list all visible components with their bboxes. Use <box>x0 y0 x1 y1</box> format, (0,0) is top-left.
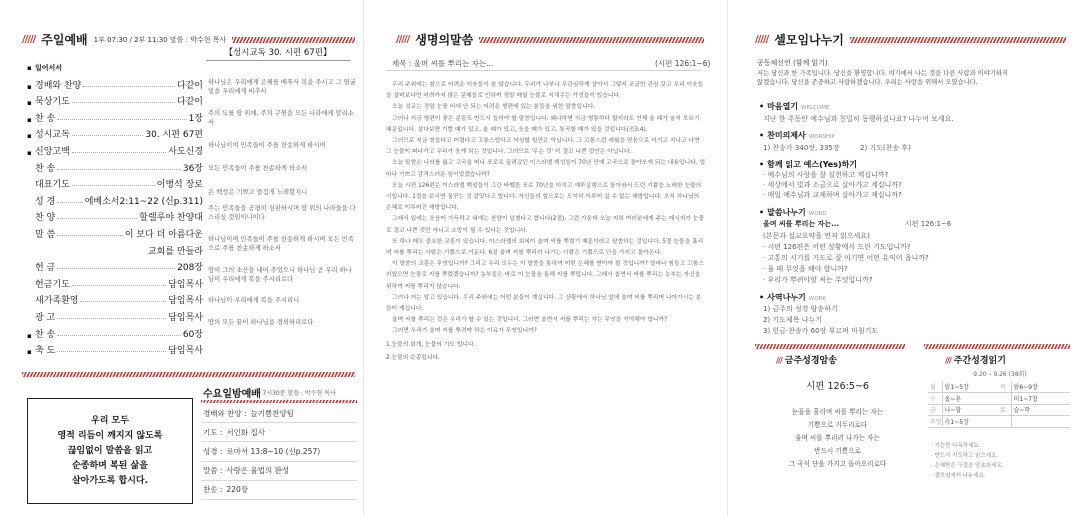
worship-order-item: 말 씀 이 보다 더 아름다운 <box>35 229 203 240</box>
table-row: 주일 슥1~5장 <box>928 416 1070 428</box>
list-item: 기도 : 서인화 집사 <box>201 423 357 442</box>
weekly-bible-title: /// 주간성경읽기 <box>945 356 1006 366</box>
sermon-point: 2.눈물의 순종입니다. <box>386 354 441 361</box>
motto-line: 우리 모두 <box>91 415 129 426</box>
slash-mark-icon: ///// <box>396 34 410 45</box>
reading-guidelines <box>931 441 1004 481</box>
divider <box>206 60 350 61</box>
worship-order-item: 성 경 에베소서2:11~22 (신p.311) <box>35 196 203 207</box>
hatch-rule <box>479 37 704 43</box>
worship-item: 1) 찬송가 340장, 335장 <box>763 144 840 152</box>
guideline: · 은혜받은 구절을 암송하세요. <box>931 463 1004 469</box>
hatch-rule <box>924 344 1070 349</box>
worship-order-item: 교회를 만들라 <box>147 246 203 257</box>
cell-header <box>755 31 1066 48</box>
memory-text <box>755 406 920 471</box>
list-item: 경배와 찬양 : 늘기쁨찬양팀 <box>201 404 357 423</box>
slash-mark-icon: ///// <box>755 34 769 45</box>
worship-item: 2) 기도(찬송 후) <box>860 144 911 152</box>
table-row: 월 암1~5장 목 암6~9장 <box>928 381 1070 393</box>
sunday-title: 주일예배 <box>41 33 88 47</box>
worship-order-item: 찬 양 할렐루야 찬양대 <box>35 213 203 224</box>
divider <box>386 70 701 71</box>
sermon-point: 1.눈물의 회개, 눈물의 기도 입니다. <box>386 341 476 348</box>
section-word: • 말씀나누기 WORD <box>759 208 827 217</box>
motto-line: 살아가도록 합시다. <box>71 475 149 486</box>
fold-line <box>363 0 364 516</box>
worship-order-list <box>27 62 203 356</box>
table-row: 금 나~합 토 습~학 <box>928 404 1070 416</box>
hatch-rule <box>232 37 355 43</box>
worship-order-item: 대표기도 이병석 장로 <box>35 180 203 191</box>
motto-line: 순종하며 복된 삶을 <box>72 460 148 471</box>
sermon-paragraph: 우리 주위에는 참으로 어려운 이웃들이 참 많습니다. 우리가 나부나 무관심하게 살아서 그렇지 조금만 관심 갖고 우리 이웃들을 살펴보다면 어려가지 많은 문제들로 인하여 정말 매일 눈물로 지새우는 가정들이 있습니다. <box>386 82 704 100</box>
scripture-header <box>206 46 350 58</box>
bible-reading-table <box>928 381 1070 428</box>
sermon-paragraph: 그러나 저는 알고 있습니다. 우리 주위에는 어떤 분들이 계십니다. 그 상황에서 하나님 앞에 울며 씨를 뿌리며 나아가시는 분들이 계십니다. <box>386 294 702 313</box>
reading-verse: 땅의 모든 끝이 하나님을 경외하리로다 <box>208 319 314 326</box>
motto-line: 영적 리듬이 깨지지 않도록 <box>57 430 163 441</box>
sermon-subject: 제목 : 울며 씨를 뿌리는 자는... <box>392 59 494 68</box>
worship-order-item: 헌금기도 담임목사 <box>35 279 203 290</box>
sermon-paragraph: 오늘 설교는 정말 눈물 비에 안 되는 어려운 형편에 있는 분들을 위한 말씀입니다. <box>392 104 596 111</box>
sermon-paragraph: 그러면 우리가 울며 씨를 뿌려야 하는 이유가 무엇입니까? <box>392 328 537 335</box>
memory-line: 눈물을 흘리며 씨를 뿌리는 자는 <box>791 408 884 416</box>
sermon-header <box>396 31 704 48</box>
motto-box <box>27 398 193 504</box>
worship-order-item: 새가족환영 담임목사 <box>35 296 203 307</box>
worship-order-item: ▪ 신앙고백 사도신경 <box>27 146 203 157</box>
yes-item: · 세상에서 빛과 소금으로 살아가고 계십니까? <box>763 181 902 189</box>
yes-item: · 매일 예수님과 교제하며 살아가고 계십니까? <box>763 191 902 199</box>
declaration-text: 않겠습니다. 당신을 존중하고 사랑하겠습니다. 우리는 사랑을 위해서 모였습니다. <box>757 79 978 86</box>
work-item: 2) 기도제목 나누기 <box>763 316 822 324</box>
hatch-rule <box>755 344 905 349</box>
hatch-rule <box>850 37 1066 43</box>
section-welcome: • 마음열기 WELCOME <box>759 102 830 111</box>
sermon-paragraph: 오늘 말씀은 나라를 잃고 고국을 떠나 포로로 끌려갔던 이스라엘 백성들이 70년 만에 고국으로 돌아오게 되는 내용입니다. 얼마나 기쁘고 감격스러운 일이었겠습니까? <box>386 160 706 178</box>
sermon-paragraph: 그러나 지금 형편이 좋은 분들도 반드시 들어야 할 말씀입니다. 왜냐하면 지금 형통하다 할지라도 언제 울 때가 올지 모르기 때문입니다. 살다보면 기쁠 때가 있고, 울 때가 있고, 웃을 때가 있고, 통곡할 때가 있을 것입니다(전3:4). <box>386 115 700 133</box>
sermon-paragraph: 그래서 입에는 웃음이 가득하고 혀에는 찬양이 넘쳤다고 합니다(2절). 그런 가운데 오늘 저희 여러분에게 주는 메시지가 눈물로 결코 나쁜 것만 아니고 소망이 될 수 있다는 것입니다. <box>386 216 705 234</box>
memory-line: 반드시 기쁨으로 <box>814 447 861 455</box>
sermon-body <box>386 80 706 364</box>
section-yes: • 함께 읽고 예스(Yes)하기 <box>759 160 858 169</box>
sermon-paragraph: 이 말씀의 교훈은 무엇입니까? 그리고 우리 모두는 이 말씀을 통하여 어떤 은혜를 받아야 할 것입니까? 얼마나 힘들고 고통스러웠으면 눈물로 씨를 뿌렸겠습니까? 농부들은 바로 이 눈물을 통해 씨를 뿌립니다. 그래서 울면서 씨를 뿌리는 농부는 자신을 위하여 씨를 뿌리지 않습니다. <box>386 261 704 290</box>
reading-verse: 하나님이 우리에게 복을 주시리니 <box>208 297 300 304</box>
sermon-reference: (시편 126:1~6) <box>655 59 711 68</box>
reading-verse: 주의 도를 땅 위에, 주의 구원을 모든 나라에게 알리소서 <box>208 110 354 126</box>
reading-verse: 하나님은 우리에게 은혜를 베푸사 복을 주시고 그 얼굴 빛을 우리에게 비추사 <box>208 79 356 95</box>
guideline: · 반드시 기도하고 읽으세요. <box>931 453 999 459</box>
guideline: · 기능한 다독하세요. <box>931 443 981 449</box>
word-item: · 시편 126편은 어떤 상황에서 드린 기도입니까? <box>763 243 911 251</box>
memory-title: /// 금주성경암송 <box>776 356 837 366</box>
wednesday-title: 수요일밤예배 <box>203 389 261 400</box>
worship-order-item: 헌 금 208장 <box>35 263 203 274</box>
sermon-paragraph: 또 하나 매우 중요한 교훈이 있습니다. 이스라엘의 회복이 울며 씨를 뿌렸기 때문이라고 말씀하는 것입니다. 5절 눈물을 흘리며 씨를 뿌리는 사람은 기쁨으로 거둔다. 6절 울며 씨를 뿌리러 나가는 사람은 기쁨으로 단을 가지고 돌아온다. <box>386 238 704 257</box>
memory-line: 기쁨으로 거두리로다 <box>807 421 868 429</box>
worship-order-item: ▪ 성시교독 30. 시편 67편 <box>27 130 203 141</box>
work-item: 1) 금주의 성경 암송하기 <box>763 305 838 313</box>
wednesday-order-list <box>201 404 357 500</box>
slash-mark-icon: ///// <box>22 34 36 45</box>
reading-verse: 주는 민족들을 공평히 심판하시며 땅 위의 나라들을 다스리실 것임이니이다 <box>208 205 356 221</box>
reading-verse: 하나님이여 민족들이 주를 찬송하게 하시며 모든 민족으로 주를 찬송하게 하소서 <box>208 236 354 252</box>
motto-line: 끊임없이 말씀을 읽고 <box>67 445 153 456</box>
sunday-schedule: 1부 07:30 / 2부 11:30 말씀 : 박수현 목사 <box>93 35 227 44</box>
wednesday-meta: 오후 7시30분 말씀 : 박수현 목사 <box>249 390 336 397</box>
reading-verse: 땅이 그의 소산을 내어 주었으니 하나님 곧 우리 하나님이 우리에게 복을 주시리로다 <box>208 267 352 283</box>
memory-verse: 시편 126:5~6 <box>806 381 869 392</box>
list-item: 말씀 : 사랑은 율법의 완성 <box>201 462 357 481</box>
declaration-title: 공동체선언 (함께 읽기) <box>757 59 828 67</box>
worship-order-item: ▪ 찬 송 1장 <box>27 113 203 124</box>
cell-title: 셀모임나누기 <box>774 33 844 47</box>
weekly-range: 9.20 – 9.26 (38회) <box>973 371 1027 378</box>
hatch-rule <box>22 372 355 377</box>
declaration-text: 저는 당신과 한 가족입니다. 당신을 환영합니다. 여기에서 나는 것을 다른 사람과 이야기하지 <box>757 70 1009 77</box>
section-worship: • 찬미의제사 WORSHIP <box>759 131 835 140</box>
word-intro: (본문과 설교요약을 먼저 읽으세요) <box>763 232 870 240</box>
table-row: 수 옵~욘 미1~7장 <box>928 393 1070 405</box>
list-item: 성경 : 로마서 13:8~10 (신p.257) <box>201 442 357 461</box>
worship-order-item: ▪ 축 도 담임목사 <box>27 346 203 357</box>
worship-order-item: ▪ 경배와 찬양 다같이 <box>27 80 203 91</box>
sermon-paragraph: 오늘 시편 126편은 이스라엘 백성들이 그간 바벨론 포로 70년을 마치고 예루살렘으로 돌아와서 드린 기쁨을 노래한 눈물의 시입니다. 1절을 보시면 꿈꾸는 것 같았다고 합니다. 자신들의 힘으로는 도저히 이루어 질 수 없는 해방입니다. 오직 하나님의 은혜로 이루어진 해방입니다. <box>386 182 702 212</box>
worship-stand-label: ▪ 일어서서 <box>27 64 63 72</box>
word-item: · 울 때 무엇을 해야 합니까? <box>763 265 848 273</box>
section-work: • 사역나누기 WORK <box>759 293 826 302</box>
reading-verse: 온 백성은 기쁘고 즐겁게 노래할지니 <box>208 189 308 196</box>
memory-line: 그 곡식 단을 가지고 돌아오리로다 <box>788 460 887 468</box>
memory-line: 울며 씨를 뿌리러 나가는 자는 <box>795 434 880 442</box>
yes-item: · 예수님의 사랑을 잘 실천하고 계십니까? <box>763 171 889 179</box>
list-item: 찬송 : 220장 <box>201 481 357 500</box>
welcome-text: 지난 한 주동안 예수님과 친밀히 동행하셨나요? 나누어 보세요. <box>763 115 954 123</box>
scripture-header-text: 【성시교독 30. 시편 67편】 <box>224 48 332 58</box>
sermon-paragraph: 울며 씨를 뿌리는 것은 우리가 할 수 있는 것입니다. 그러면 울면서 씨를 뿌리는 자는 무엇을 기억해야 합니까? <box>392 317 668 324</box>
sermon-title: 생명의말씀 <box>415 33 474 47</box>
worship-order-item: ▪ 찬 송 60장 <box>27 329 203 340</box>
hatch-rule <box>201 400 357 403</box>
worship-order-item: 찬 송 36장 <box>35 163 203 174</box>
word-subtitle: 울며 씨를 뿌리는 자는... <box>763 220 840 228</box>
word-item: · 고통의 시기를 기도로 잘 이기면 어떤 유익이 옵니까? <box>763 254 929 262</box>
guideline: · 셀모임에서 나누세요. <box>931 473 986 479</box>
work-item: 3) 헌금·찬송가 60장 부르며 마침기도 <box>763 327 879 335</box>
reading-verse: 하나님이여 민족들이 주를 찬송하게 하시며 <box>208 142 326 149</box>
word-reference: 시편 126:1~6 <box>905 220 952 228</box>
fold-line <box>727 0 728 516</box>
sermon-paragraph: 그러므로 지금 힘들다고 어렵다고 고통스럽다고 낙심할 일만은 아닙니다. 그 고통스런 세월을 믿음으로 이기고 지나고 나면 그 눈물이 떠나가고 우리가 웃게 되는 것입니다. 그러므로 '우는 것' 이 결코 나쁜 것만은 아닙니다. <box>386 138 700 156</box>
worship-order-item: 광 고 담임목사 <box>35 312 203 323</box>
worship-order-item: ▪ 묵상기도 다같이 <box>27 97 203 108</box>
word-item: · 우리가 뿌려야할 씨는 무엇입니까? <box>763 276 873 284</box>
reading-verse: 모든 민족들이 주를 찬송하게 하소서 <box>208 165 308 172</box>
